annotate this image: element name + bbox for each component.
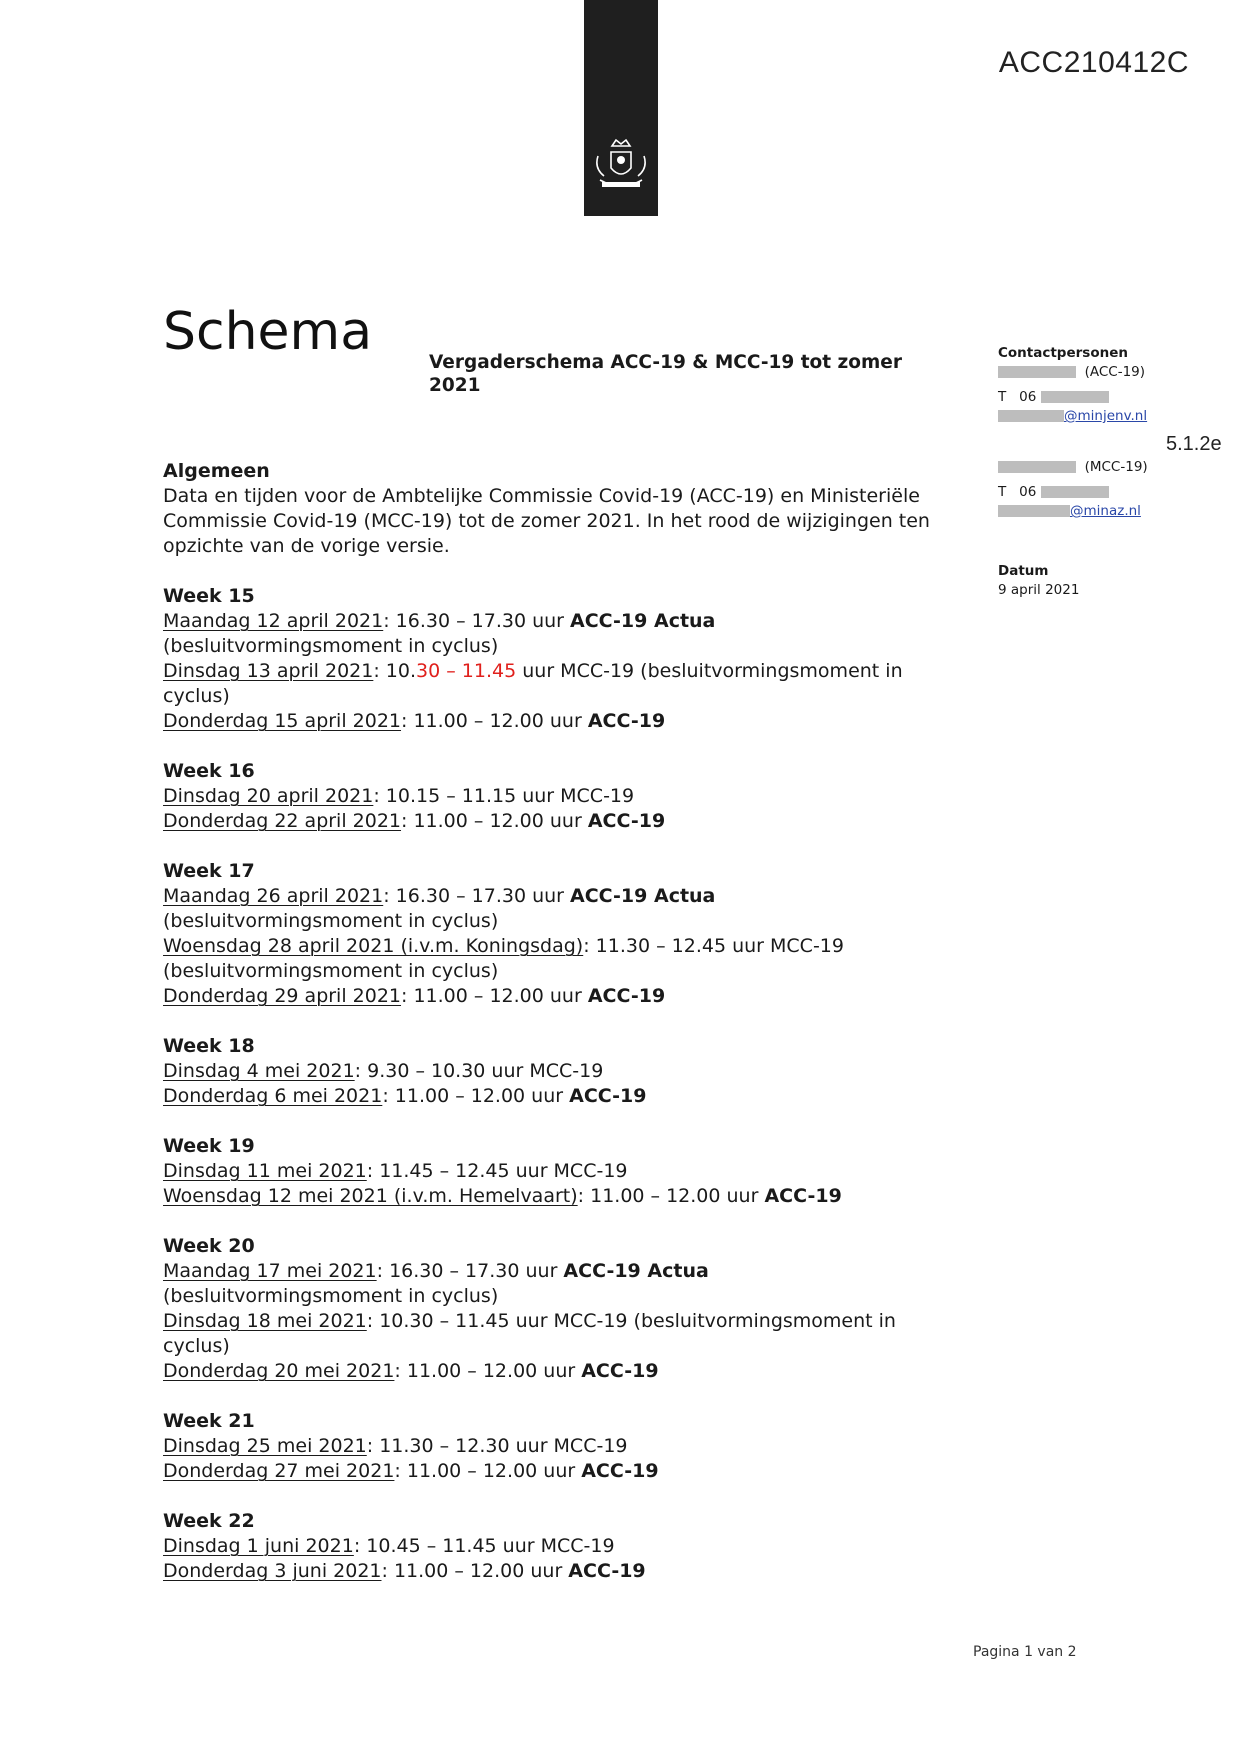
entry-time: 10.45 – 11.45 uur MCC-19	[366, 1535, 615, 1557]
week-heading: Week 22	[163, 1510, 255, 1532]
schedule-entry	[163, 1084, 953, 1109]
entry-time-changed: –	[440, 660, 462, 682]
entry-time: 16.30 – 17.30 uur	[395, 610, 571, 632]
entry-date: Dinsdag 11 mei 2021	[163, 1160, 367, 1182]
entry-time: 11.30 – 12.30 uur MCC-19	[379, 1435, 628, 1457]
schedule-entry	[163, 1259, 953, 1309]
entry-separator: :	[383, 610, 396, 632]
week-heading: Week 17	[163, 860, 255, 882]
entry-date: Dinsdag 20 april 2021	[163, 785, 374, 807]
intro-section	[163, 459, 953, 559]
schedule-entry	[163, 1184, 953, 1209]
week-section	[163, 1409, 953, 1484]
schedule-entry	[163, 1059, 953, 1084]
week-section	[163, 1509, 953, 1584]
entry-committee: ACC-19	[587, 710, 666, 732]
entry-date: Woensdag 28 april 2021 (i.v.m. Koningsdag)	[163, 935, 584, 957]
entry-committee: ACC-19	[587, 810, 666, 832]
contact2-email	[998, 502, 1198, 521]
sidebar	[998, 344, 1198, 600]
entry-separator: :	[381, 1560, 394, 1582]
redacted-block	[1041, 391, 1109, 403]
entry-committee: ACC-19 Actua	[570, 610, 716, 632]
week-heading: Week 18	[163, 1035, 255, 1057]
week-list	[163, 584, 953, 1584]
schedule-entry	[163, 1459, 953, 1484]
schedule-entry	[163, 1434, 953, 1459]
redacted-block	[998, 505, 1070, 517]
week-section	[163, 1134, 953, 1209]
contact1-name: (ACC-19)	[998, 363, 1198, 382]
entry-date: Maandag 12 april 2021	[163, 610, 384, 632]
entry-time: 11.00 – 12.00 uur	[413, 985, 588, 1007]
schedule-entry	[163, 1359, 953, 1384]
rijksoverheid-logo-bar	[584, 0, 658, 216]
entry-time: 11.00 – 12.00 uur	[393, 1560, 569, 1582]
entry-date: Dinsdag 13 april 2021	[163, 660, 374, 682]
schedule-entry	[163, 659, 953, 709]
entry-separator: :	[376, 1260, 390, 1282]
redacted-block	[1041, 486, 1109, 498]
schedule-entry	[163, 1534, 953, 1559]
entry-note: (besluitvormingsmoment in cyclus)	[163, 910, 499, 932]
coat-of-arms-icon	[590, 136, 652, 196]
schedule-entry	[163, 709, 953, 734]
entry-date: Maandag 17 mei 2021	[163, 1260, 377, 1282]
entry-separator: :	[366, 1160, 380, 1182]
intro-heading: Algemeen	[163, 460, 270, 482]
entry-time: 11.00 – 12.00 uur	[413, 710, 588, 732]
entry-date: Donderdag 15 april 2021	[163, 710, 402, 732]
entry-separator: :	[366, 1435, 380, 1457]
entry-time: 16.30 – 17.30 uur	[389, 1260, 564, 1282]
schedule-entry	[163, 1159, 953, 1184]
entry-separator: :	[383, 885, 396, 907]
week-section	[163, 759, 953, 834]
entry-time-changed: 30	[416, 660, 441, 682]
entry-date: Donderdag 6 mei 2021	[163, 1085, 383, 1107]
entry-time: 10.30 – 11.45 uur MCC-19 (besluitvormingsmoment in cyclus)	[163, 1310, 896, 1357]
week-heading: Week 19	[163, 1135, 255, 1157]
exemption-code: 5.1.2e	[1166, 433, 1222, 455]
entry-time: 10.15 – 11.15 uur MCC-19	[385, 785, 635, 807]
schedule-entry	[163, 1559, 953, 1584]
entry-date: Donderdag 20 mei 2021	[163, 1360, 395, 1382]
redacted-block	[998, 366, 1076, 378]
schedule-entry	[163, 784, 953, 809]
entry-note: (besluitvormingsmoment in cyclus)	[163, 1285, 499, 1307]
document-code: ACC210412C	[998, 46, 1189, 79]
entry-time: 11.00 – 12.00 uur	[590, 1185, 765, 1207]
document-subject: Vergaderschema ACC-19 & MCC-19 tot zomer 2021	[429, 352, 902, 396]
contact1-email-link[interactable]: @minjenv.nl	[1064, 408, 1148, 424]
entry-date: Donderdag 22 april 2021	[163, 810, 402, 832]
entry-time: 11.45 – 12.45 uur MCC-19	[379, 1160, 628, 1182]
contact2-phone: T 06	[998, 483, 1198, 502]
date-label: Datum	[998, 563, 1049, 579]
entry-date: Dinsdag 1 juni 2021	[163, 1535, 354, 1557]
page-number: Pagina 1 van 2	[973, 1644, 1077, 1660]
entry-committee: ACC-19	[568, 1560, 646, 1582]
entry-time: 11.00 – 12.00 uur	[406, 1360, 582, 1382]
entry-committee: ACC-19 Actua	[563, 1260, 709, 1282]
entry-separator: :	[394, 1360, 407, 1382]
entry-time: uur MCC-19 (besluitvormingsmoment in cyclus)	[163, 660, 903, 707]
entry-committee: ACC-19	[581, 1460, 659, 1482]
entry-separator: :	[577, 1185, 591, 1207]
entry-date: Woensdag 12 mei 2021 (i.v.m. Hemelvaart)	[163, 1185, 578, 1207]
week-heading: Week 20	[163, 1235, 255, 1257]
entry-time: 9.30 – 10.30 uur MCC-19	[367, 1060, 604, 1082]
schedule-entry	[163, 809, 953, 834]
schedule-entry	[163, 984, 953, 1009]
week-section	[163, 859, 953, 1009]
entry-separator: :	[366, 1310, 380, 1332]
redacted-block	[998, 410, 1064, 422]
entry-committee: ACC-19	[581, 1360, 659, 1382]
entry-separator: :	[373, 660, 386, 682]
entry-time: 11.30 – 12.45 uur MCC-19 (besluitvormingsmoment in cyclus)	[163, 935, 844, 982]
contact2-name: (MCC-19)	[998, 458, 1198, 477]
entry-separator: :	[382, 1085, 395, 1107]
contact1-email	[998, 407, 1198, 426]
contact2-email-link[interactable]: @minaz.nl	[1070, 503, 1141, 519]
entry-date: Dinsdag 25 mei 2021	[163, 1435, 367, 1457]
entry-date: Donderdag 27 mei 2021	[163, 1460, 395, 1482]
entry-time: 11.00 – 12.00 uur	[394, 1085, 570, 1107]
date-value: 9 april 2021	[998, 582, 1080, 598]
week-heading: Week 16	[163, 760, 255, 782]
schedule-entry	[163, 609, 953, 659]
week-section	[163, 1234, 953, 1384]
entry-time: 10.	[385, 660, 417, 682]
week-heading: Week 15	[163, 585, 255, 607]
entry-committee: ACC-19 Actua	[570, 885, 716, 907]
entry-date: Donderdag 3 juni 2021	[163, 1560, 382, 1582]
entry-separator: :	[353, 1535, 367, 1557]
schedule-entry	[163, 884, 953, 934]
entry-separator: :	[354, 1060, 368, 1082]
entry-time: 11.00 – 12.00 uur	[406, 1460, 582, 1482]
entry-separator: :	[401, 710, 414, 732]
entry-date: Maandag 26 april 2021	[163, 885, 384, 907]
entry-separator: :	[401, 810, 414, 832]
entry-date: Dinsdag 18 mei 2021	[163, 1310, 367, 1332]
week-section	[163, 1034, 953, 1109]
schedule-entry	[163, 1309, 953, 1359]
entry-time: 16.30 – 17.30 uur	[395, 885, 571, 907]
entry-date: Donderdag 29 april 2021	[163, 985, 402, 1007]
entry-note: (besluitvormingsmoment in cyclus)	[163, 635, 499, 657]
contacts-label: Contactpersonen	[998, 345, 1128, 361]
week-section	[163, 584, 953, 734]
entry-separator: :	[394, 1460, 407, 1482]
week-heading: Week 21	[163, 1410, 255, 1432]
main-content	[163, 459, 953, 1609]
entry-time: 11.00 – 12.00 uur	[413, 810, 588, 832]
schedule-entry	[163, 934, 953, 984]
intro-text: Data en tijden voor de Ambtelijke Commissie Covid-19 (ACC-19) en Ministeriële Commissie Covid-19 (MCC-19) tot de zomer 2021. In het rood de wijzigingen ten opzichte van de vorige versie.	[163, 485, 930, 557]
entry-committee: ACC-19	[764, 1185, 842, 1207]
entry-separator: :	[583, 935, 596, 957]
entry-separator: :	[401, 985, 414, 1007]
entry-time-changed: 11.45	[461, 660, 517, 682]
contact1-phone: T 06	[998, 388, 1198, 407]
entry-date: Dinsdag 4 mei 2021	[163, 1060, 355, 1082]
entry-committee: ACC-19	[587, 985, 666, 1007]
document-type-title: Schema	[163, 302, 373, 362]
entry-separator: :	[373, 785, 386, 807]
entry-committee: ACC-19	[569, 1085, 647, 1107]
redacted-block	[998, 461, 1076, 473]
